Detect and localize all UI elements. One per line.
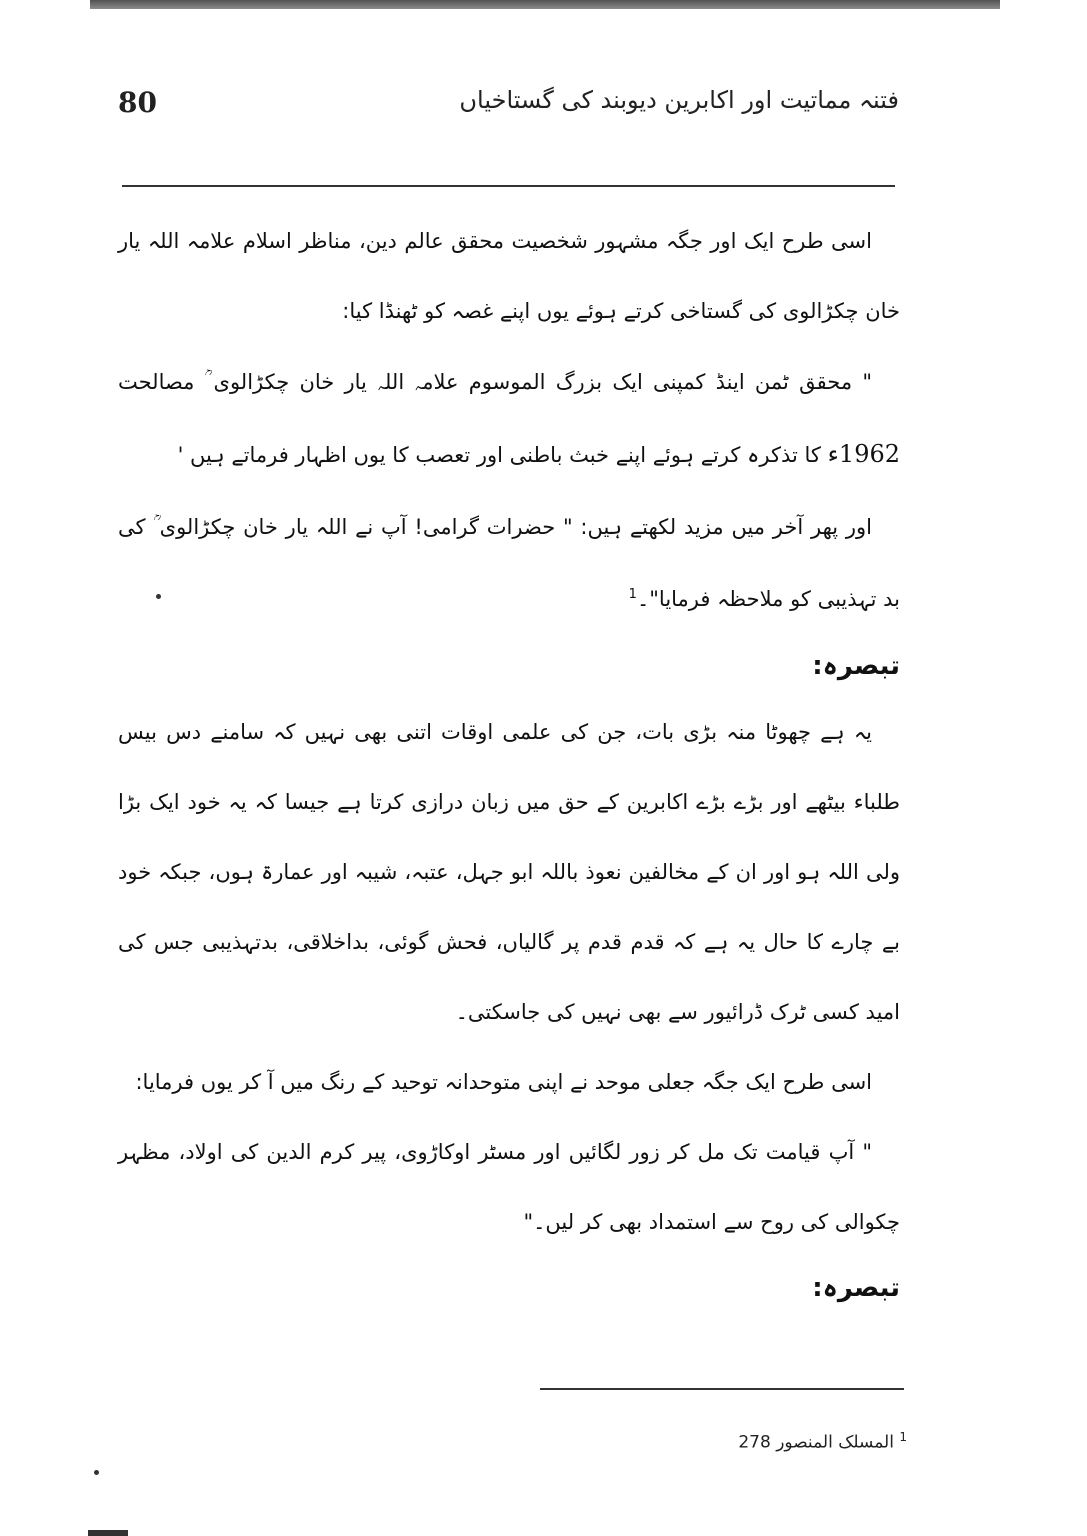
quote-first-line: " محقق ٹمن اینڈ کمپنی ایک بزرگ الموسوم علامہ اللہ یار خان چکڑالوی ؒ مصالحت <box>118 370 872 394</box>
section-heading-commentary-1: تبصرہ: <box>812 651 900 681</box>
scan-edge-bottom <box>88 1530 128 1536</box>
footnote <box>738 1430 907 1453</box>
header-divider <box>122 185 895 187</box>
quote-first <box>118 346 900 491</box>
quote-second: " آپ قیامت تک مل کر زور لگائیں اور مسٹر اوکاڑوی، پیر کرم الدین کی اولاد، مظہر چکوالی کی روح سے استمداد بھی کر لیں۔" <box>118 1140 900 1234</box>
footnote-text: المسلک المنصور 278 <box>738 1432 894 1453</box>
scan-speck <box>156 594 161 599</box>
paragraph-commentary: یہ ہے چھوٹا منہ بڑی بات، جن کی علمی اوقات اتنی بھی نہیں کہ سامنے دس بیس طلباء بیٹھے اور بڑے بڑے اکابرین کے حق میں زبان درازی کرتا ہے جیسا کہ یہ خود ایک بڑا ولی اللہ ہو اور ان کے مخالفین نعوذ باللہ ابو جہل، عتبہ، شیبہ اور عمارۃ ہوں، جبکہ خود بے چارے کا حال یہ ہے کہ قدم قدم پر گالیاں، فحش گوئی، بداخلاقی، بدتہذیبی جس کی امید کسی ٹرک ڈرائیور سے بھی نہیں کی جاسکتی۔ <box>118 720 900 1024</box>
quote-year: 1962ء <box>827 440 900 468</box>
scan-edge-top <box>90 0 1000 9</box>
quote-first-rest: کا تذکرہ کرتے ہوئے اپنے خبث باطنی اور تعصب کا یوں اظہار فرماتے ہیں ' <box>177 443 821 467</box>
paragraph-intro: اسی طرح ایک اور جگہ مشہور شخصیت محقق عالم دین، مناظر اسلام علامہ اللہ یار خان چکڑالوی کی گستاخی کرتے ہوئے یوں اپنے غصہ کو ٹھنڈا کیا: <box>118 229 900 323</box>
footnote-mark: 1 <box>899 1430 907 1444</box>
running-title: فتنہ مماتیت اور اکابرین دیوبند کی گستاخیاں <box>459 86 899 114</box>
section-heading-commentary-2: تبصرہ: <box>812 1273 900 1303</box>
footnote-reference: 1 <box>628 587 637 602</box>
page-number: 80 <box>118 86 157 119</box>
paragraph-further <box>118 491 900 635</box>
page-body <box>118 206 900 1319</box>
footnote-divider <box>540 1388 904 1390</box>
paragraph-second-example: اسی طرح ایک جگہ جعلی موحد نے اپنی متوحدانہ توحید کے رنگ میں آ کر یوں فرمایا: <box>135 1070 872 1094</box>
paragraph-further-text: اور پھر آخر میں مزید لکھتے ہیں: " حضرات گرامی! آپ نے اللہ یار خان چکڑالوی ؒ کی بد تہذیبی کو ملاحظہ فرمایا"۔ <box>118 515 900 611</box>
scan-speck <box>94 1470 99 1475</box>
